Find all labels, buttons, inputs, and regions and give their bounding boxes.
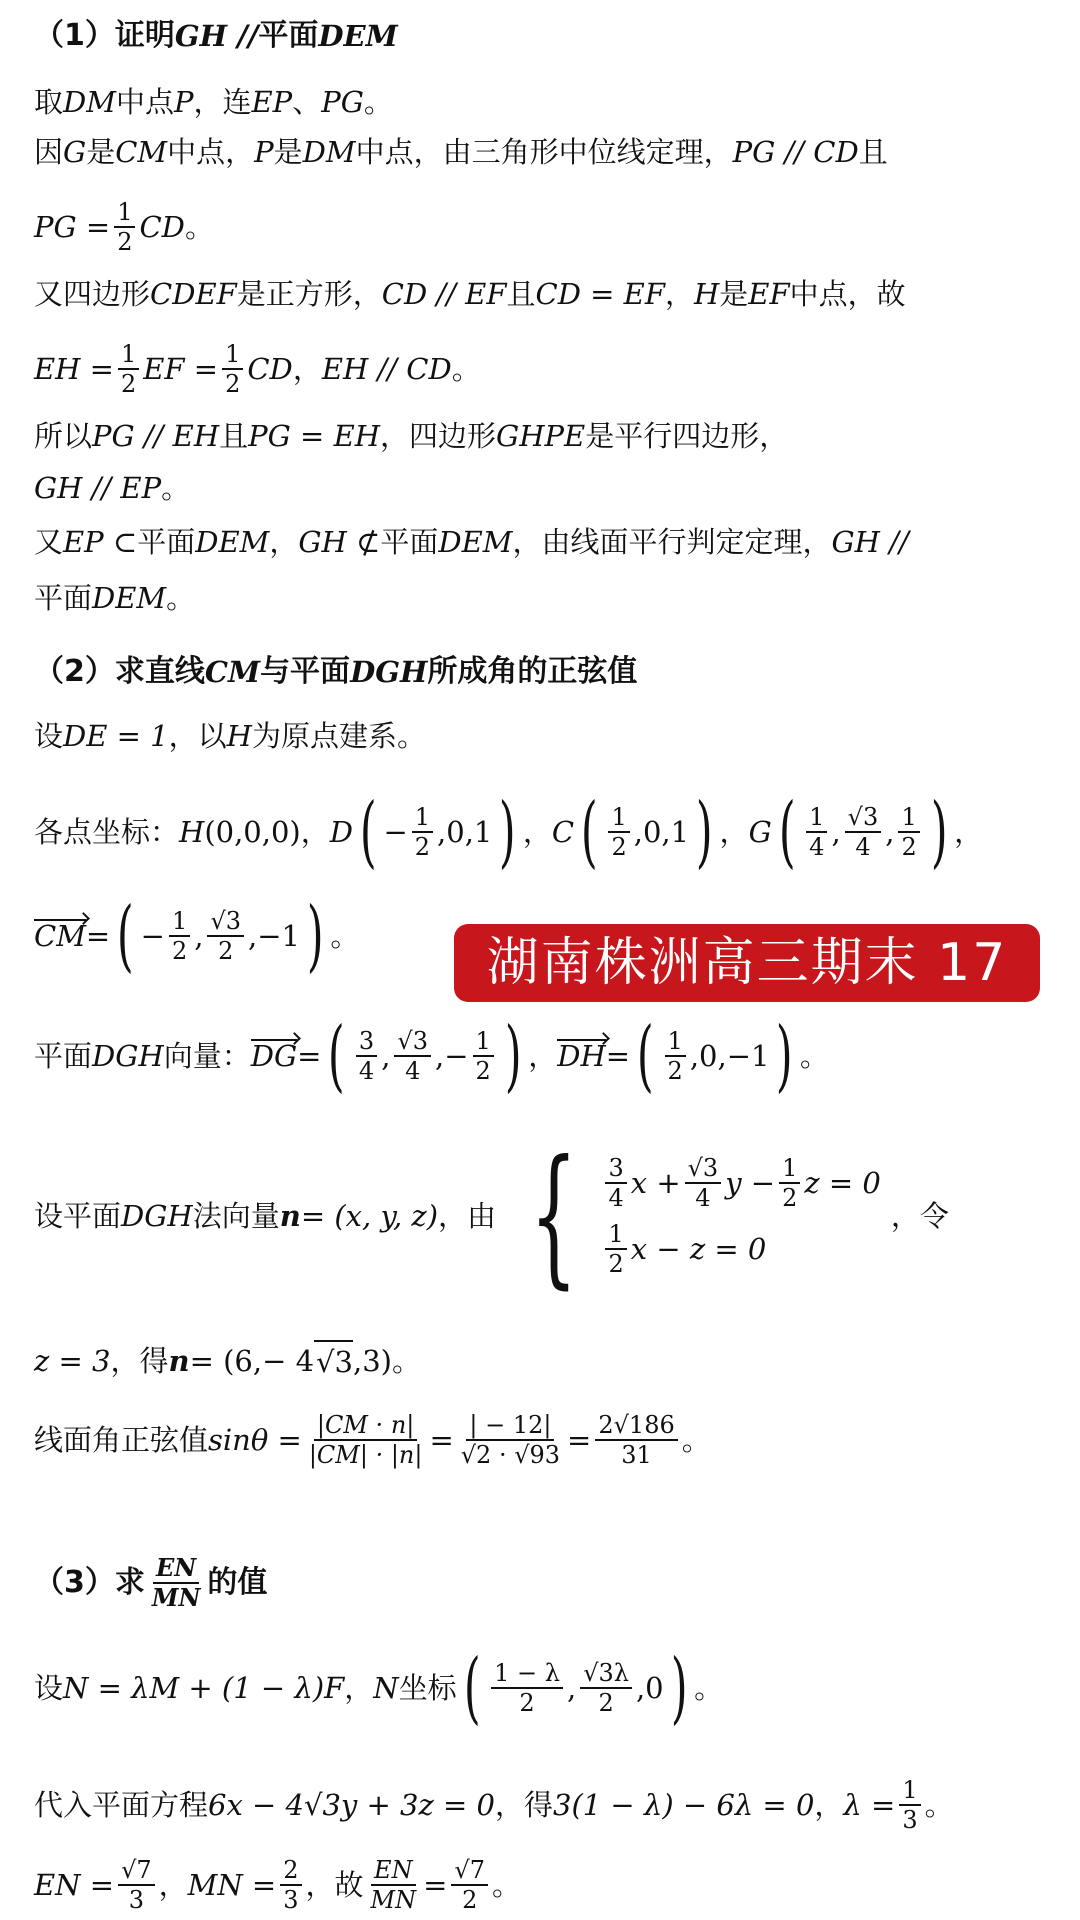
part1-line-2: 因 G 是 CM 中点， P 是 DM 中点，由三角形中位线定理， PG // CD 且 (34, 135, 888, 169)
fraction: $\frac{√3}{4}$ (845, 803, 882, 861)
part2-normal-system: 设平面 DGH 法向量 n = (x, y, z) ，由 { $\frac{3}{4}$ x + $\frac{√3}{4}$ y − $\frac{1}{2}$ z = 0 $\frac{1}{2}$ x − z = 0 ，令 (34, 1129, 949, 1303)
fraction: $\frac{1}{2}$ (114, 198, 135, 256)
part1-line-6: 所以 PG // EH 且 PG = EH ，四边形 GHPE 是平行四边形， (34, 419, 789, 453)
fraction: $\frac{|CM \cdot n|}{|CM| \cdot |n|}$ (308, 1411, 423, 1469)
fraction: $\frac{1 - \lambda}{2}$ (491, 1659, 563, 1717)
part1-line-5: EH = $\frac{1}{2}$ EF = $\frac{1}{2}$ CD ， EH // CD 。 (34, 340, 481, 398)
part1-line-8: 又 EP ⊂ 平面 DEM ， GH ⊄ 平面 DEM ，由线面平行判定定理， GH // (34, 525, 909, 559)
part1-line-9: 平面 DEM 。 (34, 581, 196, 615)
part2-coordinates: 各点坐标： H (0,0,0) ， D ( − $\frac{1}{2}$ ,0,1 ) ， C ( $\frac{1}{2}$ ,0,1 ) ， G ( $\frac{1}{4}$ , $\frac{√3}{4}$ , $\frac{1}{2}$ ) ， (34, 787, 984, 877)
fraction: $\frac{1}{4}$ (806, 803, 827, 861)
part1-line-1: 取 DM 中点 P ，连 EP 、 PG 。 (34, 85, 393, 119)
part3-line-3: EN = $\frac{√7}{3}$ ， MN = $\frac{2}{3}$ ，故 $\frac{EN}{MN}$ = $\frac{√7}{2}$ 。 (34, 1856, 521, 1914)
fraction: $\frac{√3}{4}$ (685, 1154, 722, 1212)
part1-line-3: PG = $\frac{1}{2}$ CD 。 (34, 198, 214, 256)
fraction: $\frac{1}{2}$ (608, 803, 629, 861)
fraction: $\frac{√7}{2}$ (451, 1856, 488, 1914)
equation-system: { $\frac{3}{4}$ x + $\frac{√3}{4}$ y − $\frac{1}{2}$ z = 0 $\frac{1}{2}$ x − z = 0 (529, 1129, 881, 1303)
fraction: $\frac{3}{4}$ (356, 1027, 377, 1085)
part1-line-7: GH // EP 。 (34, 471, 191, 505)
part2-plane-vectors: 平面 DGH 向量： DG = ( $\frac{3}{4}$ , $\frac{√3}{4}$ ,− $\frac{1}{2}$ ) ， DH = ( $\frac{1}{2}$ ,0,−1 ) 。 (34, 1011, 829, 1101)
fraction: $\frac{EN}{MN}$ (370, 1856, 417, 1914)
part2-heading: （2）求直线 CM 与平面 DGH 所成角的正弦值 (34, 654, 638, 689)
fraction: $\frac{| - 12|}{√2 \cdot √93}$ (460, 1411, 561, 1469)
part2-sine-value: 线面角正弦值 sinθ = $\frac{|CM \cdot n|}{|CM| \cdot |n|}$ = $\frac{| - 12|}{√2 \cdot √93}$ = $\frac{2√186}{31}$ 。 (34, 1411, 711, 1469)
part1-heading: （1）证明 GH // 平面 DEM (34, 18, 398, 53)
fraction: $\frac{√3\lambda}{2}$ (580, 1659, 632, 1717)
fraction: $\frac{1}{2}$ (473, 1027, 494, 1085)
fraction: $\frac{√7}{3}$ (118, 1856, 155, 1914)
fraction: $\frac{2}{3}$ (280, 1856, 301, 1914)
fraction: $\frac{1}{2}$ (779, 1154, 800, 1212)
fraction: $\frac{√3}{4}$ (394, 1027, 431, 1085)
fraction: $\frac{1}{2}$ (169, 907, 190, 965)
fraction: $\frac{1}{2}$ (605, 1220, 626, 1278)
fraction: $\frac{1}{2}$ (222, 340, 243, 398)
part2-normal-result: z = 3 ，得 n = (6,− 4 √3 ,3) 。 (34, 1340, 1060, 1382)
fraction: $\frac{1}{2}$ (118, 340, 139, 398)
part3-heading: （3）求 $\frac{EN}{MN}$ 的值 (34, 1553, 268, 1612)
part2-cm-vector: CM = ( − $\frac{1}{2}$ , $\frac{√3}{2}$ ,−1 ) 。 (34, 891, 360, 981)
part3-line-2: 代入平面方程 6x − 4√3y + 3z = 0 ，得 3(1 − λ) − 6λ = 0 ， λ = $\frac{1}{3}$ 。 (34, 1776, 954, 1834)
fraction: $\frac{2√186}{31}$ (595, 1411, 677, 1469)
fraction: $\frac{EN}{MN}$ (151, 1553, 201, 1612)
fraction: $\frac{√3}{2}$ (207, 907, 244, 965)
fraction: $\frac{1}{3}$ (899, 1776, 920, 1834)
part1-line-4: 又四边形 CDEF 是正方形， CD // EF 且 CD = EF ， H 是 EF 中点，故 (34, 277, 906, 311)
fraction: $\frac{1}{2}$ (665, 1027, 686, 1085)
part2-setup: 设 DE = 1 ，以 H 为原点建系。 (34, 719, 426, 753)
source-banner: 湖南株洲高三期末 17 (454, 924, 1040, 1002)
fraction: $\frac{1}{2}$ (898, 803, 919, 861)
fraction: $\frac{1}{2}$ (412, 803, 433, 861)
fraction: $\frac{3}{4}$ (605, 1154, 626, 1212)
part3-line-1: 设 N = λM + (1 − λ)F ， N 坐标 ( $\frac{1 - \lambda}{2}$ , $\frac{√3\lambda}{2}$ ,0 ) 。 (34, 1643, 724, 1733)
